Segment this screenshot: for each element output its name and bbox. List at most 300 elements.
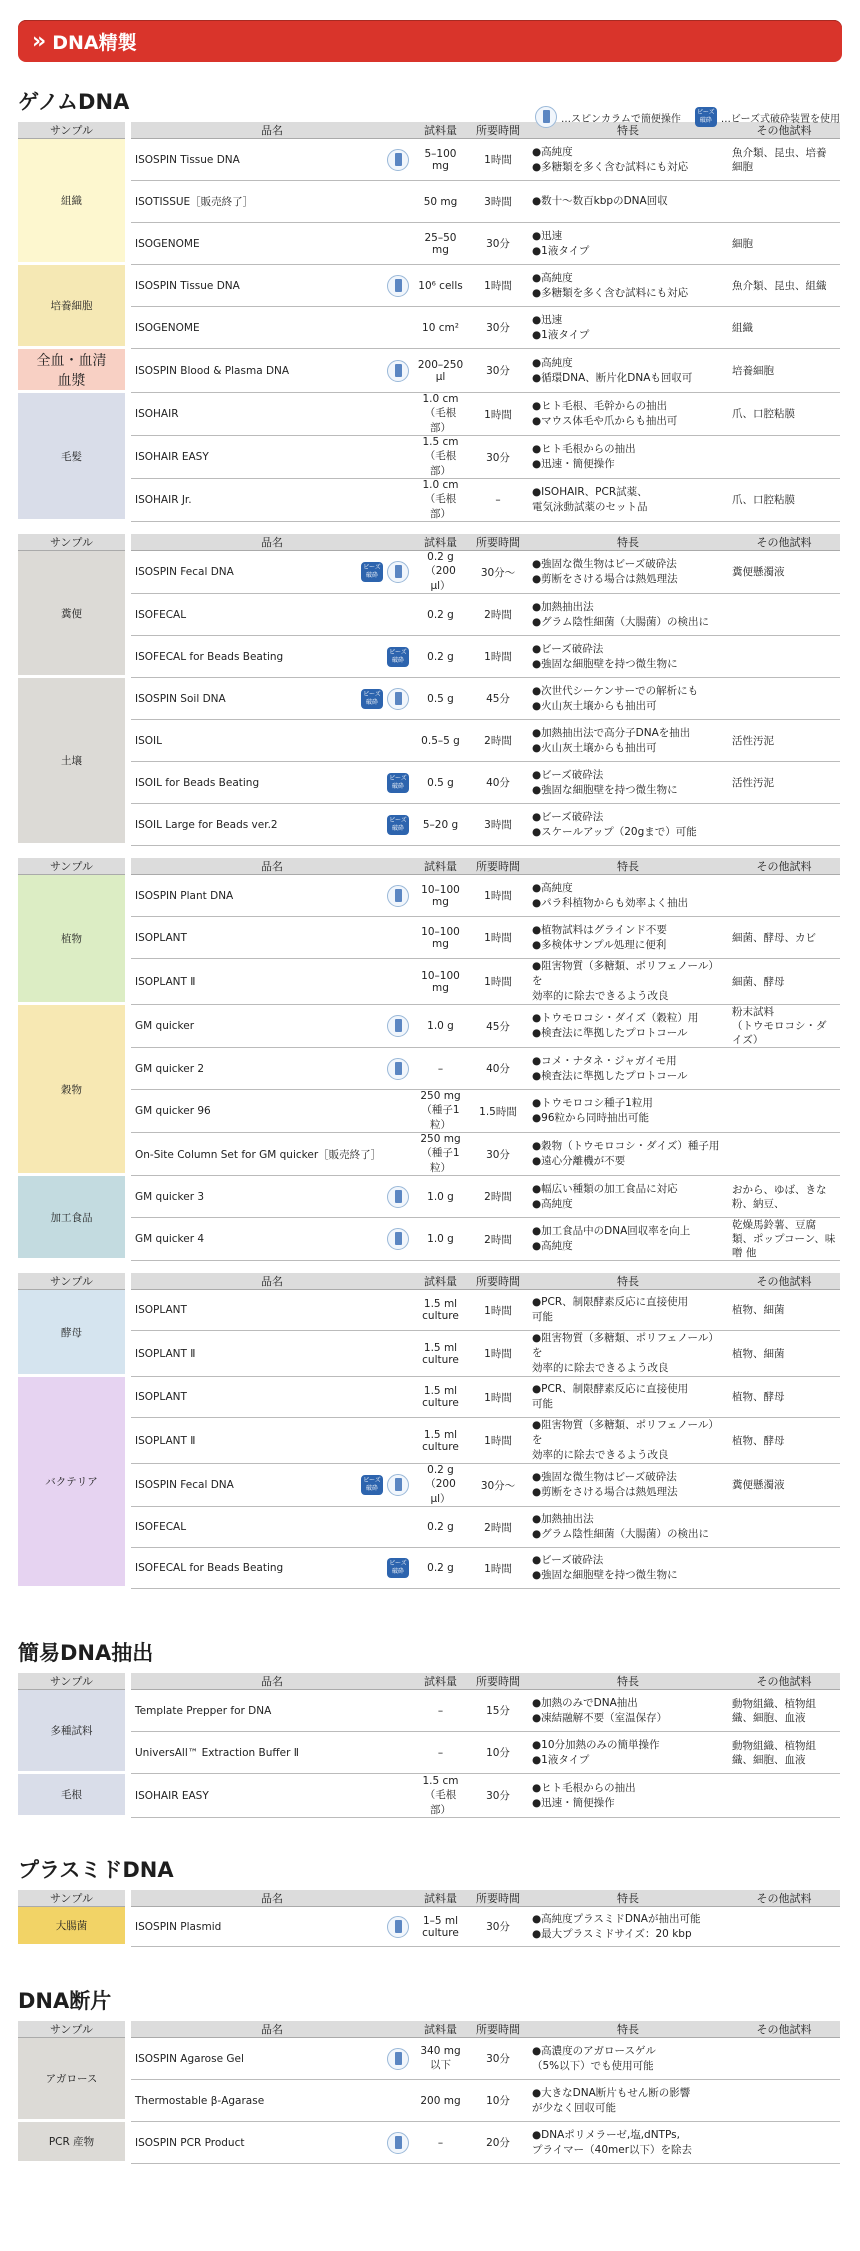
time: 30分 (468, 436, 528, 479)
other-samples (728, 678, 840, 720)
time: 1時間 (468, 1331, 528, 1377)
time: 15分 (468, 1690, 528, 1732)
feature-2: ●最大プラスミドサイズ：20 kbp (532, 1927, 692, 1940)
product-name[interactable]: ISOFECAL for Beads Beating (135, 650, 284, 663)
header-name: 品名 (131, 534, 413, 551)
amount: 10 cm² (413, 307, 468, 349)
time: 30分 (468, 223, 528, 265)
feature-1: ●高純度プラスミドDNAが抽出可能 (532, 1912, 701, 1925)
header-other: その他試料 (728, 1273, 840, 1290)
other-samples (728, 1507, 840, 1548)
other-samples: 魚介類、昆虫、組織 (728, 265, 840, 307)
feature-2: 効率的に除去できるよう改良 (532, 1449, 669, 1461)
header-other: その他試料 (728, 122, 840, 139)
other-samples (728, 1133, 840, 1176)
other-samples (728, 636, 840, 678)
feature-2: プライマー（40mer以下）を除去 (532, 2143, 693, 2156)
product-name[interactable]: ISOSPIN Agarose Gel (135, 2052, 244, 2065)
product-name[interactable]: ISOSPIN Soil DNA (135, 692, 226, 705)
bead-beating-icon: ビーズ破砕 (387, 815, 409, 835)
feature-2: ●火山灰土壌からも抽出可 (532, 699, 657, 712)
feature-2: ●1液タイプ (532, 244, 590, 257)
product-name[interactable]: Thermostable β-Agarase (135, 2094, 265, 2107)
other-samples: 活性汚泥 (728, 720, 840, 762)
spin-column-icon (387, 360, 409, 382)
amount: 50 mg (413, 181, 468, 223)
feature-2: 電気泳動試薬のセット品 (532, 501, 648, 513)
amount: 0.5 g (413, 678, 468, 720)
sample-cell: 培養細胞 (18, 265, 125, 349)
spin-column-icon (387, 1474, 409, 1496)
table-genome-1 (18, 122, 840, 522)
other-samples (728, 1048, 840, 1090)
table-row (18, 479, 840, 522)
amount: 200 mg (413, 2080, 468, 2122)
feature-2: ●96粒から同時抽出可能 (532, 1112, 650, 1124)
feature-1: ●ヒト毛根からの抽出 (532, 443, 636, 455)
time: 10分 (468, 1732, 528, 1774)
time: 30分 (468, 349, 528, 393)
feature-2: ●強固な細胞壁を持つ微生物に (532, 657, 678, 670)
other-samples: 植物、細菌 (728, 1331, 840, 1377)
header-feature: 特長 (528, 1890, 728, 1907)
product-name[interactable]: ISOPLANT Ⅱ (135, 1347, 196, 1360)
feature-2: ●剪断をさける場合は熱処理法 (532, 1486, 678, 1498)
time: 1時間 (468, 959, 528, 1005)
feature-1: ●トウモロコシ・ダイズ（穀粒）用 (532, 1012, 699, 1024)
sample-cell: 毛髪 (18, 393, 125, 522)
other-samples (728, 181, 840, 223)
header-sample: サンプル (18, 534, 125, 551)
table-row (18, 1218, 840, 1261)
product-name[interactable]: ISOGENOME (135, 321, 200, 334)
header-amount: 試料量 (413, 858, 468, 875)
time: 1時間 (468, 1377, 528, 1418)
amount: 1–5 ml culture (413, 1907, 468, 1947)
bead-beating-icon: ビーズ破砕 (387, 773, 409, 793)
product-name[interactable]: GM quicker 3 (135, 1190, 205, 1203)
product-name[interactable]: ISOSPIN PCR Product (135, 2136, 245, 2149)
feature-2: ●多糖類を多く含む試料にも対応 (532, 286, 689, 299)
other-samples: 粉末試料 （トウモロコシ・ダイズ） (728, 1005, 840, 1048)
sample-cell: 毛根 (18, 1774, 125, 1818)
product-name[interactable]: ISOFECAL (135, 1521, 187, 1533)
table-row (18, 1464, 840, 1507)
header-name: 品名 (131, 2021, 413, 2038)
feature-1: ●幅広い種類の加工食品に対応 (532, 1182, 678, 1195)
product-name[interactable]: ISOHAIR EASY (135, 451, 209, 463)
time: 30分 (468, 1774, 528, 1818)
product-name[interactable]: ISOPLANT (135, 931, 187, 944)
feature-1: ●加熱抽出法 (532, 600, 594, 613)
amount: 25–50 mg (413, 223, 468, 265)
header-name: 品名 (131, 1273, 413, 1290)
page-title: DNA精製 (52, 31, 137, 54)
sample-cell: 加工食品 (18, 1176, 125, 1261)
table-row (18, 1377, 840, 1418)
product-name[interactable]: ISOSPIN Plant DNA (135, 889, 234, 902)
header-feature: 特長 (528, 1673, 728, 1690)
product-name[interactable]: Template Prepper for DNA (135, 1704, 272, 1717)
legend-bead (695, 107, 840, 127)
feature-1: ●ビーズ破砕法 (532, 810, 604, 823)
header-feature: 特長 (528, 1273, 728, 1290)
product-name[interactable]: ISOSPIN Tissue DNA (135, 153, 240, 166)
header-sample: サンプル (18, 858, 125, 875)
feature-2: ●パラ科植物からも効率よく抽出 (532, 896, 689, 909)
product-name[interactable]: ISOSPIN Blood & Plasma DNA (135, 364, 290, 377)
table-row (18, 307, 840, 349)
amount: – (413, 1690, 468, 1732)
amount: – (413, 1048, 468, 1090)
table-row (18, 393, 840, 436)
amount: 5–100 mg (413, 139, 468, 181)
feature-1: ●DNAポリメラーゼ,塩,dNTPs, (532, 2128, 680, 2141)
other-samples (728, 2080, 840, 2122)
feature-1: ●ビーズ破砕法 (532, 768, 604, 781)
product-name[interactable]: GM quicker 96 (135, 1105, 211, 1117)
table-header (18, 1673, 840, 1690)
amount: – (413, 2122, 468, 2164)
chevron-right-icon: » (32, 28, 43, 54)
header-time: 所要時間 (468, 1673, 528, 1690)
feature-1: ●迅速 (532, 313, 563, 326)
amount: 1.5 ml culture (413, 1418, 468, 1464)
amount: 1.5 cm （毛根部） (413, 1774, 468, 1818)
header-amount: 試料量 (413, 1673, 468, 1690)
feature-2: ●強固な細胞壁を持つ微生物に (532, 783, 678, 796)
table-genome-2 (18, 534, 840, 846)
feature-2: ●凍結融解不要（室温保存） (532, 1711, 668, 1724)
sample-cell: 酵母 (18, 1290, 125, 1377)
feature-2: ●グラム陰性細菌（大腸菌）の検出に (532, 1528, 710, 1540)
feature-1: ●次世代シーケンサーでの解析にも (532, 684, 699, 697)
header-amount: 試料量 (413, 1890, 468, 1907)
time: 3時間 (468, 804, 528, 846)
other-samples: 植物、細菌 (728, 1290, 840, 1331)
feature-2: ●剪断をさける場合は熱処理法 (532, 573, 678, 585)
header-sample: サンプル (18, 1673, 125, 1690)
feature-2: ●多検体サンプル処理に便利 (532, 938, 667, 951)
product-name[interactable]: ISOPLANT (135, 1304, 187, 1316)
product-name[interactable]: ISOFECAL for Beads Beating (135, 1562, 284, 1574)
header-name: 品名 (131, 858, 413, 875)
sample-cell: 土壌 (18, 678, 125, 846)
time: 2時間 (468, 1176, 528, 1218)
other-samples: 細菌、酵母、カビ (728, 917, 840, 959)
header-amount: 試料量 (413, 122, 468, 139)
product-name[interactable]: ISOFECAL (135, 608, 187, 621)
other-samples (728, 1548, 840, 1589)
time: 1時間 (468, 636, 528, 678)
other-samples (728, 594, 840, 636)
feature-2: ●多糖類を多く含む試料にも対応 (532, 160, 689, 173)
sample-cell: アガロース (18, 2038, 125, 2122)
feature-2: ●検査法に準拠したプロトコール (532, 1027, 688, 1039)
other-samples: 糞便懸濁液 (728, 1464, 840, 1507)
feature-1: ●ビーズ破砕法 (532, 642, 604, 655)
feature-1: ●加熱抽出法で高分子DNAを抽出 (532, 726, 691, 739)
product-name[interactable]: ISOGENOME (135, 237, 200, 250)
feature-2: 効率的に除去できるよう改良 (532, 1362, 669, 1374)
spin-column-icon (387, 275, 409, 297)
other-samples: おから、ゆば、きな粉、納豆、 (728, 1176, 840, 1218)
feature-1: ●加熱のみでDNA抽出 (532, 1696, 638, 1709)
spin-column-icon (387, 2048, 409, 2070)
product-name[interactable]: ISOSPIN Tissue DNA (135, 279, 240, 292)
amount: 0.2 g （200 μl） (413, 551, 468, 594)
table-row (18, 678, 840, 720)
feature-2: ●強固な細胞壁を持つ微生物に (532, 1569, 678, 1581)
sample-cell: 大腸菌 (18, 1907, 125, 1947)
table-header (18, 1890, 840, 1907)
product-name[interactable]: GM quicker (135, 1020, 195, 1032)
other-samples: 糞便懸濁液 (728, 551, 840, 594)
product-name[interactable]: GM quicker 2 (135, 1062, 205, 1075)
header-sample: サンプル (18, 1890, 125, 1907)
time: 3時間 (468, 181, 528, 223)
amount: 10⁶ cells (413, 265, 468, 307)
table-row (18, 917, 840, 959)
bead-beating-icon: ビーズ破砕 (695, 107, 717, 127)
header-other: その他試料 (728, 1890, 840, 1907)
time: 45分 (468, 678, 528, 720)
product-name[interactable]: ISOSPIN Fecal DNA (135, 1479, 234, 1491)
sample-cell: バクテリア (18, 1377, 125, 1589)
amount: 10–100 mg (413, 959, 468, 1005)
header-feature: 特長 (528, 122, 728, 139)
amount: 0.5–5 g (413, 720, 468, 762)
feature-1: ●高純度 (532, 271, 573, 284)
amount: 250 mg （種子1 粒） (413, 1133, 468, 1176)
feature-1: ●大きなDNA断片もせん断の影響 (532, 2086, 691, 2099)
header-name: 品名 (131, 1673, 413, 1690)
product-name[interactable]: ISOSPIN Plasmid (135, 1920, 222, 1933)
amount: 0.2 g （200 μl） (413, 1464, 468, 1507)
product-name[interactable]: ISOHAIR (135, 408, 179, 420)
table-row (18, 1331, 840, 1377)
sample-cell: 糞便 (18, 551, 125, 678)
table-row (18, 804, 840, 846)
table-row (18, 2122, 840, 2164)
feature-1: ●阻害物質（多糖類、ポリフェノール）を (532, 960, 719, 987)
feature-2: ●遠心分離機が不要 (532, 1155, 626, 1167)
amount: 1.0 cm （毛根部） (413, 479, 468, 522)
product-name[interactable]: ISOHAIR EASY (135, 1789, 209, 1802)
table-row (18, 1507, 840, 1548)
section-title-simple: 簡易DNA抽出 (18, 1641, 154, 1665)
other-samples: 魚介類、昆虫、培養細胞 (728, 139, 840, 181)
product-name[interactable]: ISOIL for Beads Beating (135, 776, 260, 789)
other-samples: 組織 (728, 307, 840, 349)
feature-1: ●ヒト毛根、毛幹からの抽出 (532, 400, 668, 412)
time: 30分 (468, 1133, 528, 1176)
time: 1.5時間 (468, 1090, 528, 1133)
bead-beating-icon: ビーズ破砕 (361, 1475, 383, 1495)
time: 30分 (468, 2038, 528, 2080)
table-row (18, 139, 840, 181)
table-row (18, 762, 840, 804)
table-row (18, 1774, 840, 1818)
product-name[interactable]: ISOSPIN Fecal DNA (135, 566, 234, 578)
amount: 0.5 g (413, 762, 468, 804)
table-row (18, 959, 840, 1005)
sample-cell: 穀物 (18, 1005, 125, 1176)
product-name[interactable]: UniversAll™ Extraction Buffer Ⅱ (135, 1746, 299, 1759)
table-row (18, 720, 840, 762)
feature-1: ●阻害物質（多糖類、ポリフェノール）を (532, 1332, 719, 1359)
spin-column-icon (535, 106, 557, 128)
other-samples (728, 2038, 840, 2080)
other-samples: 植物、酵母 (728, 1377, 840, 1418)
spin-column-icon (387, 2132, 409, 2154)
amount: 1.5 ml culture (413, 1331, 468, 1377)
amount: 200–250 μl (413, 349, 468, 393)
page (0, 20, 860, 2184)
feature-1: ●ビーズ破砕法 (532, 1554, 604, 1566)
table-row (18, 181, 840, 223)
table-fragment (18, 2021, 840, 2164)
time: 1時間 (468, 139, 528, 181)
other-samples: 細胞 (728, 223, 840, 265)
feature-1: ●PCR、制限酵素反応に直接使用 (532, 1296, 689, 1308)
feature-1: ●トウモロコシ種子1粒用 (532, 1097, 653, 1109)
feature-2: （5%以下）でも使用可能 (532, 2059, 654, 2072)
table-row (18, 1732, 840, 1774)
feature-2: ●迅速・簡便操作 (532, 458, 615, 470)
table-row (18, 1548, 840, 1589)
table-row (18, 551, 840, 594)
header-amount: 試料量 (413, 2021, 468, 2038)
amount: 1.5 ml culture (413, 1290, 468, 1331)
spin-column-icon (387, 1228, 409, 1250)
amount: 250 mg （種子1 粒） (413, 1090, 468, 1133)
header-time: 所要時間 (468, 1890, 528, 1907)
feature-2: 可能 (532, 1398, 553, 1410)
header-feature: 特長 (528, 858, 728, 875)
product-name[interactable]: ISOHAIR Jr. (135, 494, 192, 506)
amount: 0.2 g (413, 1548, 468, 1589)
feature-1: ●PCR、制限酵素反応に直接使用 (532, 1383, 689, 1395)
amount: 0.2 g (413, 1507, 468, 1548)
table-simple (18, 1673, 840, 1818)
table-row (18, 2038, 840, 2080)
other-samples (728, 1774, 840, 1818)
feature-2: ●1液タイプ (532, 1753, 590, 1766)
amount: 1.0 g (413, 1218, 468, 1261)
other-samples: 動物組織、植物組織、細胞、血液 (728, 1690, 840, 1732)
sample-cell: 多種試料 (18, 1690, 125, 1774)
time: 2時間 (468, 720, 528, 762)
bead-beating-icon: ビーズ破砕 (387, 1558, 409, 1578)
table-genome-3 (18, 858, 840, 1261)
table-header (18, 534, 840, 551)
sample-cell: 全血・血清 血漿 (18, 349, 125, 393)
feature-1: ●阻害物質（多糖類、ポリフェノール）を (532, 1419, 719, 1446)
product-name[interactable]: ISOTISSUE［販売終了］ (135, 196, 254, 208)
product-name[interactable]: On-Site Column Set for GM quicker［販売終了］ (135, 1148, 382, 1161)
amount: 340 mg 以下 (413, 2038, 468, 2080)
sample-cell: PCR 産物 (18, 2122, 125, 2164)
table-row (18, 636, 840, 678)
legend-spin-label: …スピンカラムで簡便操作 (560, 113, 681, 125)
feature-1: ●加熱抽出法 (532, 1513, 594, 1525)
time: 30分～ (468, 1464, 528, 1507)
time: 30分～ (468, 551, 528, 594)
section-title-plasmid: プラスミドDNA (18, 1858, 174, 1882)
header-amount: 試料量 (413, 534, 468, 551)
time: 40分 (468, 1048, 528, 1090)
other-samples: 乾燥馬鈴薯、豆腐類、ポップコーン、味噌 他 (728, 1218, 840, 1261)
feature-2: ●グラム陰性細菌（大腸菌）の検出に (532, 615, 710, 628)
feature-1: ●ヒト毛根からの抽出 (532, 1781, 636, 1794)
feature-1: ●高純度 (532, 145, 573, 158)
table-row (18, 1005, 840, 1048)
other-samples: 動物組織、植物組織、細胞、血液 (728, 1732, 840, 1774)
feature-1: ●コメ・ナタネ・ジャガイモ用 (532, 1054, 677, 1067)
product-name[interactable]: ISOPLANT (135, 1391, 187, 1403)
amount: 1.5 ml culture (413, 1377, 468, 1418)
feature-1: ●ISOHAIR、PCR試薬、 (532, 486, 648, 498)
product-name[interactable]: ISOIL (135, 734, 162, 747)
feature-2: ●高純度 (532, 1197, 573, 1210)
amount: 10–100 mg (413, 875, 468, 917)
feature-2: ●マウス体毛や爪からも抽出可 (532, 415, 678, 427)
table-row (18, 223, 840, 265)
header-time: 所要時間 (468, 122, 528, 139)
table-row (18, 436, 840, 479)
time: 2時間 (468, 1218, 528, 1261)
header-time: 所要時間 (468, 2021, 528, 2038)
feature-1: ●数十～数百kbpのDNA回収 (532, 195, 668, 207)
header-time: 所要時間 (468, 1273, 528, 1290)
feature-1: ●10分加熱のみの簡単操作 (532, 1738, 660, 1751)
product-name[interactable]: GM quicker 4 (135, 1233, 205, 1245)
page-banner (18, 20, 842, 62)
bead-beating-icon: ビーズ破砕 (361, 562, 383, 582)
legend-bead-label: …ビーズ式破砕装置を使用 (720, 113, 840, 125)
header-time: 所要時間 (468, 858, 528, 875)
sample-cell: 組織 (18, 139, 125, 265)
product-name[interactable]: ISOPLANT Ⅱ (135, 975, 196, 988)
header-other: その他試料 (728, 858, 840, 875)
feature-1: ●高純度 (532, 356, 573, 369)
amount: 1.0 cm （毛根部） (413, 393, 468, 436)
product-name[interactable]: ISOIL Large for Beads ver.2 (135, 818, 278, 831)
feature-1: ●強固な微生物はビーズ破砕法 (532, 1471, 677, 1483)
other-samples (728, 1090, 840, 1133)
table-row (18, 1290, 840, 1331)
other-samples: 培養細胞 (728, 349, 840, 393)
feature-2: ●高純度 (532, 1240, 573, 1252)
header-time: 所要時間 (468, 534, 528, 551)
legend (521, 106, 840, 128)
table-row (18, 349, 840, 393)
time: 2時間 (468, 1507, 528, 1548)
feature-2: 効率的に除去できるよう改良 (532, 990, 669, 1002)
feature-2: 可能 (532, 1311, 553, 1323)
spin-column-icon (387, 1916, 409, 1938)
table-header (18, 2021, 840, 2038)
time: 2時間 (468, 594, 528, 636)
header-name: 品名 (131, 122, 413, 139)
table-header (18, 1273, 840, 1290)
spin-column-icon (387, 885, 409, 907)
feature-2: ●迅速・簡便操作 (532, 1796, 615, 1809)
feature-2: ●スケールアップ（20gまで）可能 (532, 825, 697, 838)
sample-cell: 植物 (18, 875, 125, 1005)
product-name[interactable]: ISOPLANT Ⅱ (135, 1434, 196, 1447)
